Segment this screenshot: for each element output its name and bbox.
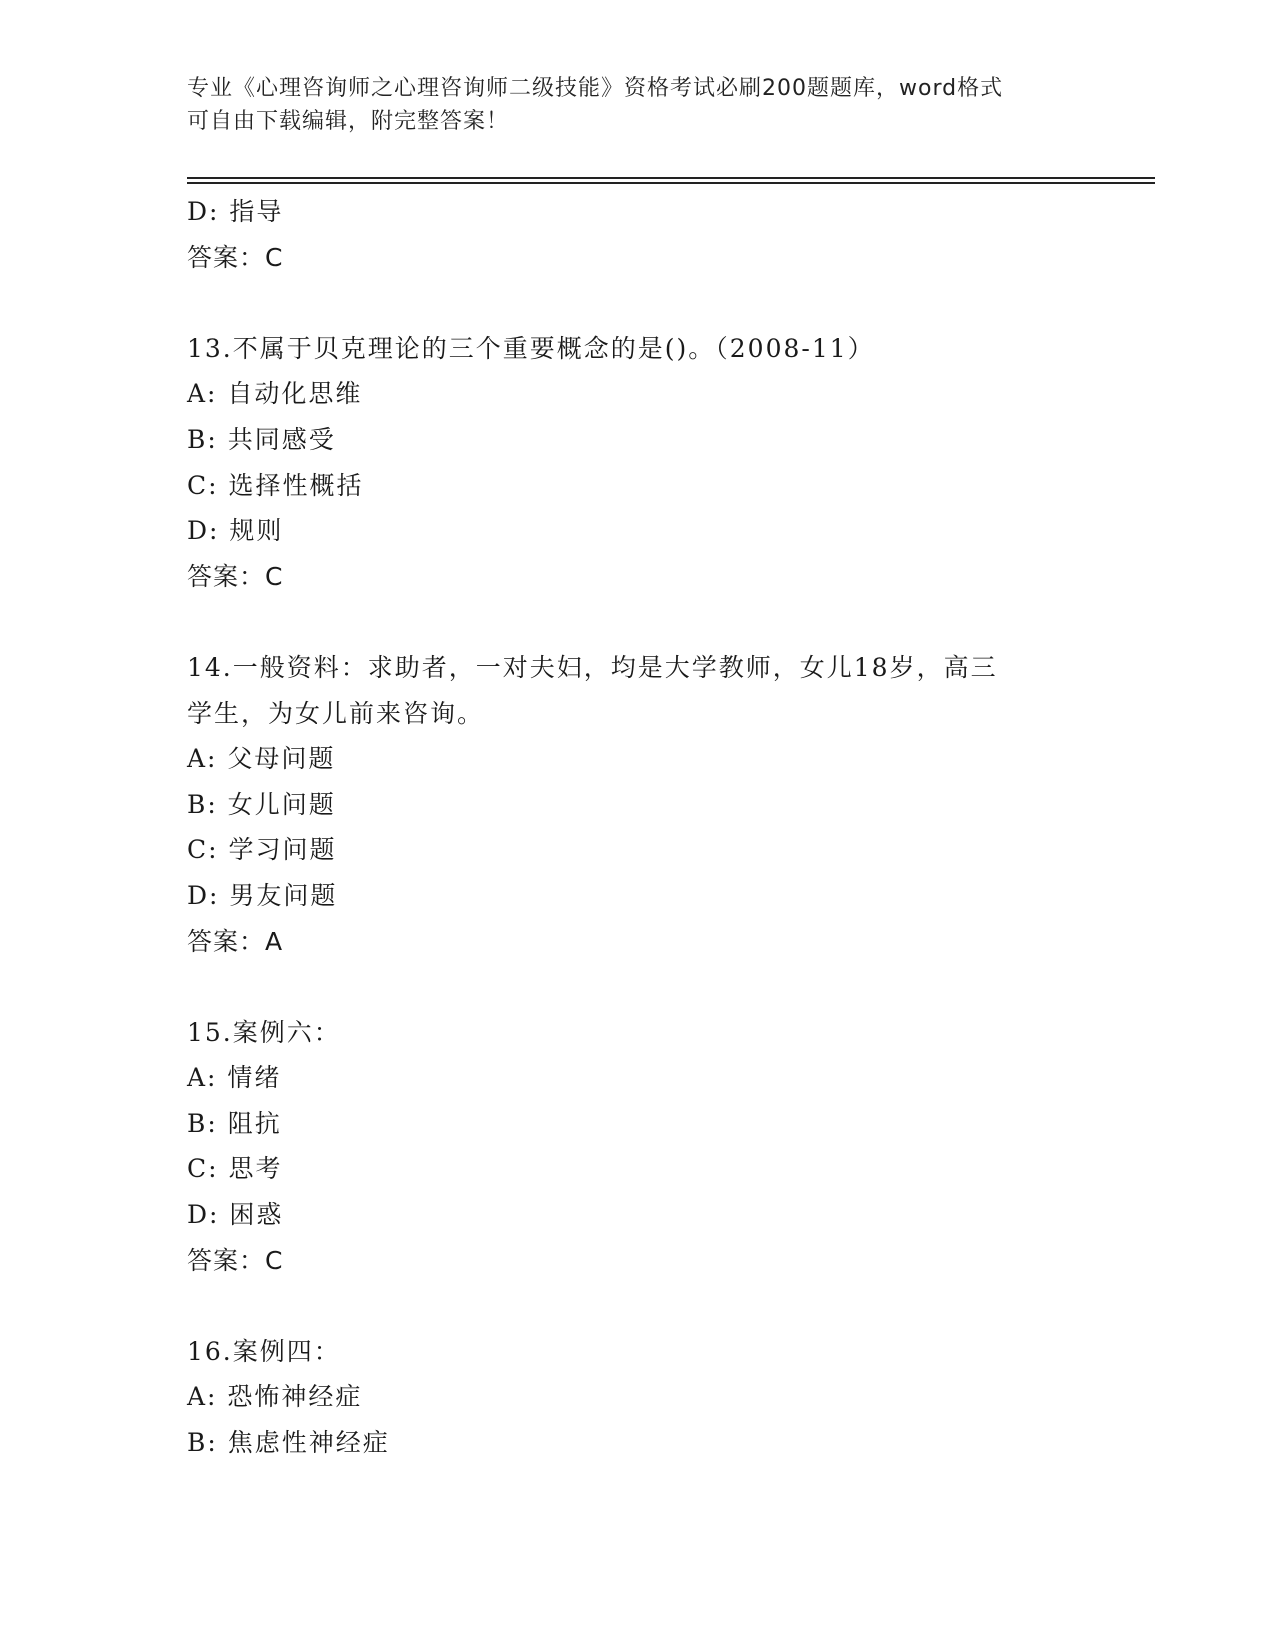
spacer — [187, 280, 1087, 326]
option-c: C: 思考 — [187, 1154, 283, 1184]
answer-line: 答案：C — [187, 242, 284, 272]
option-a: A: 自动化思维 — [187, 379, 363, 409]
option-b: B: 阻抗 — [187, 1108, 282, 1138]
option-b: B: 共同感受 — [187, 424, 336, 454]
answer-line: 答案：C — [187, 561, 284, 591]
question-stem: 15.案例六： — [187, 1017, 341, 1047]
header-divider-top — [187, 177, 1155, 179]
option-a: A: 恐怖神经症 — [187, 1382, 363, 1412]
question-stem: 13.不属于贝克理论的三个重要概念的是()。（2008-11） — [187, 333, 875, 363]
option-a: A: 父母问题 — [187, 744, 336, 774]
question-stem: 14.一般资料：求助者，一对夫妇，均是大学教师，女儿18岁，高三 — [187, 652, 998, 682]
spacer — [187, 1283, 1087, 1329]
question-stem: 16.案例四： — [187, 1336, 341, 1366]
header-line-1: 专业《心理咨询师之心理咨询师二级技能》资格考试必刷200题题库，word格式 — [187, 76, 1004, 101]
answer-line: 答案：A — [187, 926, 284, 956]
question-content — [187, 189, 1087, 1466]
option-d: D: 男友问题 — [187, 880, 338, 910]
document-header — [187, 72, 1067, 138]
option-c: C: 选择性概括 — [187, 470, 364, 500]
header-divider-bottom — [187, 182, 1155, 184]
header-line-2: 可自由下载编辑，附完整答案！ — [187, 109, 510, 134]
spacer — [187, 599, 1087, 645]
option-b: B: 焦虑性神经症 — [187, 1428, 390, 1458]
option-d: D: 指导 — [187, 197, 284, 226]
option-a: A: 情绪 — [187, 1063, 282, 1093]
spacer — [187, 964, 1087, 1010]
option-b: B: 女儿问题 — [187, 789, 336, 819]
option-d: D: 困惑 — [187, 1200, 284, 1230]
option-d: D: 规则 — [187, 516, 284, 546]
question-stem-continued: 学生，为女儿前来咨询。 — [187, 698, 485, 728]
answer-line: 答案：C — [187, 1245, 284, 1275]
option-c: C: 学习问题 — [187, 835, 337, 865]
